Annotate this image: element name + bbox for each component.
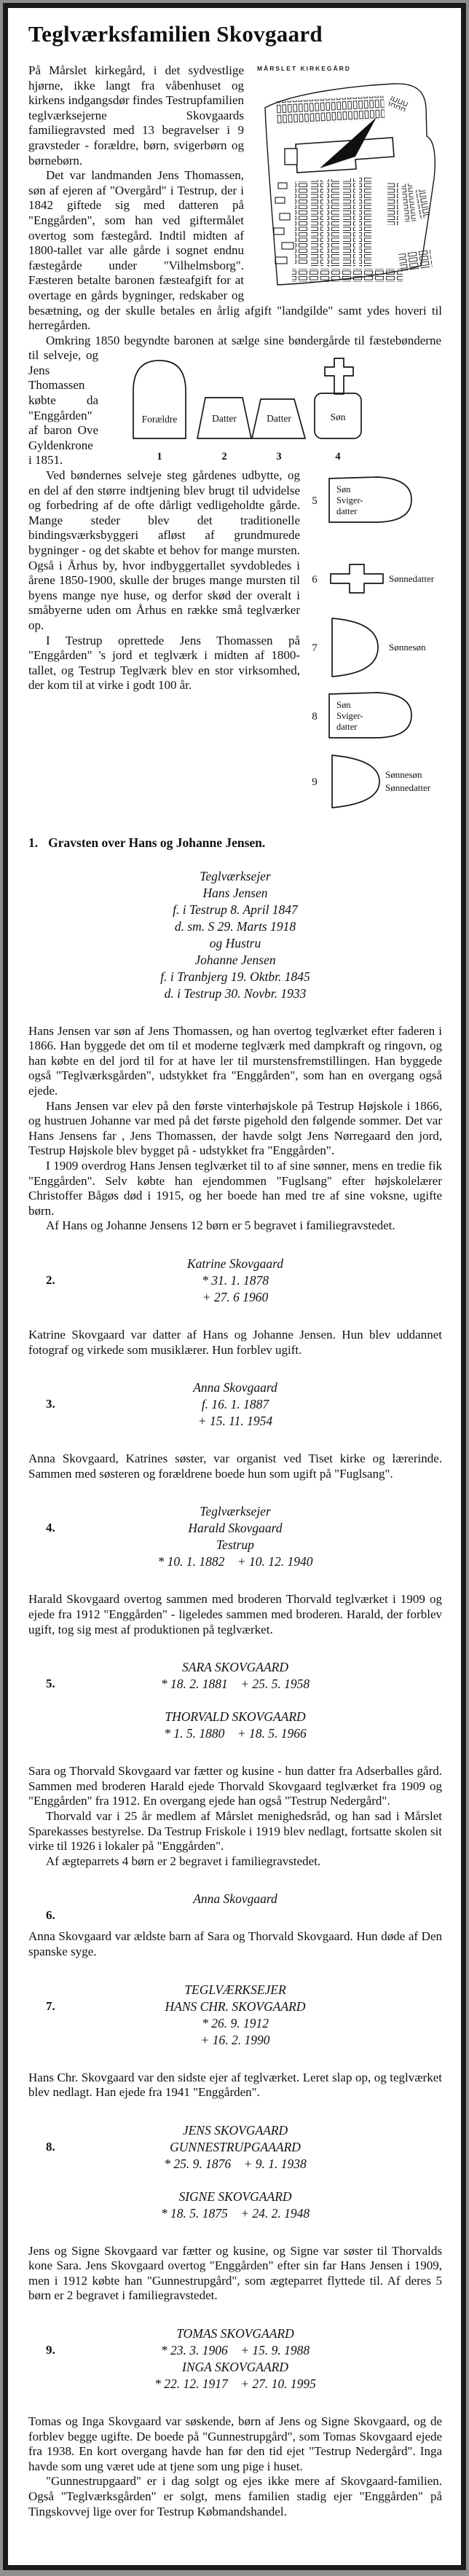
inscription-line: Johanne Jensen bbox=[194, 952, 276, 967]
grave-section bbox=[28, 1379, 442, 1481]
cemetery-map-drawing bbox=[254, 74, 442, 286]
inscription-line: * 1. 5. 1880 + 18. 5. 1966 bbox=[164, 1726, 307, 1741]
intro-section bbox=[28, 63, 442, 334]
inscription-line: + 15. 11. 1954 bbox=[197, 1414, 273, 1429]
grave-section bbox=[28, 835, 442, 1234]
paragraph: På Mårslet kirkegård, i det sydvestlige hjørne, ikke langt fra våbenhuset og kirkens indgangsdør findes Testrupfamilien teglværksejerne Skovgaards familiegravsted med 13 begravelser i 9 gravsteder - forældre, børn, svigerbørn og børnebørn. bbox=[28, 63, 244, 168]
cemetery-map bbox=[254, 65, 442, 286]
stone-parents bbox=[133, 361, 186, 438]
grave-section bbox=[28, 1891, 442, 1959]
inscription-line: * 23. 3. 1906 + 15. 9. 1988 bbox=[160, 2343, 310, 2358]
scattered-graves bbox=[274, 183, 293, 264]
gravestone-inscription bbox=[28, 2325, 442, 2392]
plot-side-label: Sønnedatter bbox=[385, 781, 431, 793]
plot-grandson-granddaughter bbox=[332, 755, 379, 808]
grave-section bbox=[28, 1503, 442, 1637]
paragraph: "Gunnestrupgaard" er i dag solgt og ejes ikke mere af Skovgaard-familien. Også "Teglværksgården" er solgt, mens familien stadig ejer "Enggården" på Tingskovvej lige over for Testrup Købmandshandel. bbox=[28, 2474, 442, 2518]
layout-spacer bbox=[441, 334, 442, 349]
paragraph: Hans Chr. Skovgaard var den sidste ejer af teglværket. Leret slap op, og teglværket blev nedlagt. Han ejede fra 1941 "Enggården". bbox=[28, 2070, 442, 2100]
inscription-line: Anna Skovgaard bbox=[193, 1380, 277, 1395]
inscription-line: Katrine Skovgaard bbox=[186, 1256, 284, 1271]
plot-inside-label: datter bbox=[336, 505, 358, 516]
page-title: Teglværksfamilien Skovgaard bbox=[28, 21, 323, 47]
section-number: 5. bbox=[46, 1677, 55, 1691]
inscription-line: TEGLVÆRKSEJER bbox=[184, 1982, 286, 1997]
stone-number: 1 bbox=[157, 450, 162, 462]
plot-inside-label: Sviger- bbox=[336, 495, 363, 505]
stone-son-cross bbox=[325, 358, 353, 394]
inscription-line: Hans Jensen bbox=[202, 885, 268, 900]
inscription-line: og Hustru bbox=[209, 935, 261, 950]
paragraph: Katrine Skovgaard var datter af Hans og Johanne Jensen. Hun blev uddannet fotograf og virkede som musiklærer. Hun forblev ugift. bbox=[28, 1328, 442, 1357]
gravestone-inscription bbox=[28, 868, 442, 1002]
inscription-line: * 18. 2. 1881 + 25. 5. 1958 bbox=[160, 1677, 310, 1692]
paragraph: Det var landmanden Jens Thomassen, søn af ejeren af "Overgård" i Testrup, der i 1842 giftede sig med datteren på "Enggården", som han ved giftermålet overtog som fæstegård. Indtil midten af 1800-tallet var alle gårde i sognet endnu fæstegårde under "Vilhelmsborg". Fæsteren betalte baronen fæsteafgift for at overtage en gårds bygninger, redskaber og besætning, og der skulle betales en årlig afgift "landgilde" samt ydes hoveri til herregården. bbox=[28, 168, 442, 333]
inscription-line: d. i Testrup 30. Novbr. 1933 bbox=[164, 985, 307, 1001]
gravestone-diagram-side bbox=[307, 467, 442, 809]
paragraph: Thorvald var i 25 år medlem af Mårslet menighedsråd, og han sad i Mårslet Sparekasses bestyrelse. Da Testrup Friskole i 1919 blev nedlagt, fortsatte skolen sit virke til 1926 i lokaler på "Enggården". bbox=[28, 1808, 442, 1854]
gravestone-inscription bbox=[28, 1891, 442, 1907]
map-caption: MÅRSLET KIRKEGÅRD bbox=[257, 65, 351, 72]
inscription-line: TOMAS SKOVGAARD bbox=[176, 2326, 294, 2341]
inscription-line: * 22. 12. 1917 + 27. 10. 1995 bbox=[154, 2376, 316, 2392]
gravestone-inscription bbox=[28, 1503, 442, 1570]
inscription-line: * 10. 1. 1882 + 10. 12. 1940 bbox=[157, 1554, 313, 1569]
section-number: 1. bbox=[28, 835, 39, 850]
paragraph: Anna Skovgaard, Katrines søster, var organist ved Tiset kirke og lærerinde. Sammen med søsteren og forældrene boede hun som ugift på "Fuglsang". bbox=[28, 1452, 442, 1481]
stone-number: 2 bbox=[221, 450, 227, 462]
grave-rows bbox=[276, 95, 385, 125]
inscription-line: f. i Testrup 8. April 1847 bbox=[173, 902, 298, 917]
inscription-line: Testrup bbox=[216, 1537, 254, 1553]
grave-diagram-section bbox=[28, 334, 442, 814]
inscription-line: Teglværksejer bbox=[200, 868, 271, 883]
grave-section bbox=[28, 1982, 442, 2100]
paragraph: Hans Jensen var elev på den første vinterhøjskole på Testrup Højskole i 1866, og hustruen Johanne var med på det første pigehold den følgende sommer. Det var Hans Jensens far , Jens Thomassen, der havde solgt Jens Nørregaard den jord, Testrup Højskole blev bygget på - udstykket fra "Enggården". bbox=[28, 1098, 442, 1158]
section-number: 6. bbox=[46, 1908, 55, 1923]
church-porch bbox=[285, 149, 297, 165]
document-page bbox=[3, 3, 466, 2570]
plot-inside-label: Søn bbox=[336, 699, 351, 710]
grave-columns bbox=[292, 178, 433, 282]
plot-number: 9 bbox=[312, 776, 318, 788]
gravestone-inscription bbox=[28, 2122, 442, 2222]
section-number: 2. bbox=[46, 1273, 55, 1287]
stone-number: 4 bbox=[335, 450, 341, 462]
paragraph: Omkring 1850 begyndte baronen at sælge sine bøndergårde til fæstebønderne til selveje, og Jens Thomassen købte da "Enggården" af baron Ove Gyldenkrone i 1851. bbox=[28, 333, 441, 468]
inscription-line: INGA SKOVGAARD bbox=[182, 2360, 288, 2375]
grave-sections bbox=[28, 835, 442, 2520]
inscription-line: * 25. 9. 1876 + 9. 1. 1938 bbox=[164, 2156, 307, 2171]
section-title: Gravsten over Hans og Johanne Jensen. bbox=[48, 835, 266, 850]
inscription-line: Teglværksejer bbox=[200, 1504, 271, 1519]
paragraph: Ved bøndernes selveje steg gårdenes udbytte, og en del af den større indtjening blev brugt til udvidelse og forbedring af de ofte dårligt vedligeholdte gårde. Mange steder blev det traditionelle bindingsværksbyggeri afløst af grundmurede bygninger - og det skabte et behov for mange mursten. Også i Århus by, hvor indbyggertallet syvdobledes i årene 1850-1900, skulle der bruges mange mursten til byens mange nye huse, og derfor skød der overalt i småbyerne uden om Århus en række små teglværker op. bbox=[28, 468, 300, 632]
inscription-line: Harald Skovgaard bbox=[188, 1521, 283, 1536]
plot-inside-label: Søn bbox=[336, 484, 351, 495]
inscription-line: SIGNE SKOVGAARD bbox=[178, 2189, 292, 2204]
gravestone-inscription bbox=[28, 1982, 442, 2049]
section-heading bbox=[28, 835, 442, 851]
inscription-line: JENS SKOVGAARD bbox=[182, 2122, 288, 2138]
plot-number: 6 bbox=[312, 573, 318, 586]
grave-section bbox=[28, 1256, 442, 1358]
plot-side-label: Sønnesøn bbox=[385, 768, 422, 780]
paragraph: Tomas og Inga Skovgaard var søskende, børn af Jens og Signe Skovgaard, og de forblev begge ugifte. De boede på "Gunnestrupgård", som Tomas Skovgaard ejede fra 1938. En kort overgang havde han før den tid ejet "Testrup Nedergård". Inga havde som ung været ude at tjene som ung pige i huset. bbox=[28, 2414, 442, 2473]
gravestones-drawing bbox=[104, 349, 442, 464]
paragraph: I 1909 overdrog Hans Jensen teglværket til to af sine sønner, mens en tredie fik "Enggården". Selv købte han ejendommen "Fuglsang" efter højskolelærer Christoffer Bågøs død i 1915, og her boede han med tre af sine voksne, ugifte børn. bbox=[28, 1159, 442, 1218]
section-number: 4. bbox=[46, 1521, 55, 1535]
paragraph: Jens og Signe Skovgaard var fætter og kusine, og Signe var søster til Thorvalds kone Sara. Jens Skovgaard overtog "Enggården" efter sin far Hans Jensen i 1909, men i 1912 købte han "Gunnestrupgård", som ægteparret flyttede til. Af deres 5 børn er 2 begravet i familiegravstedet. bbox=[28, 2243, 442, 2303]
plot-inside-label: datter bbox=[336, 721, 358, 732]
paragraph: Sara og Thorvald Skovgaard var fætter og kusine - hun datter fra Adserballes gård. Sammen med broderen Harald ejede Thorvald Skovgaard teglværket fra 1909 og "Enggården" fra 1912. En overgang ejede han også "Testrup Nedergård". bbox=[28, 1764, 442, 1808]
plot-number: 8 bbox=[312, 710, 318, 722]
plot-side-label: Sønnedatter bbox=[389, 572, 435, 584]
stone-label: Datter bbox=[267, 412, 291, 424]
section-number: 8. bbox=[46, 2139, 55, 2154]
section-number: 3. bbox=[46, 1397, 55, 1411]
plot-cross-granddaughter bbox=[331, 564, 383, 593]
inscription-line: * 18. 5. 1875 + 24. 2. 1948 bbox=[160, 2205, 310, 2221]
paragraph: Hans Jensen var søn af Jens Thomassen, og han overtog teglværket efter faderen i 1866. Han byggede det om til et moderne teglværk med dampkraft og ringovn, og han købte en del jord til for at have ler til murstensfremstillingen. Han byggede også "Teglværksgården", udstykket fra "Enggården", som han en overgang også ejede. bbox=[28, 1023, 442, 1098]
gravestone-diagram-top bbox=[104, 349, 442, 464]
gravestone-inscription bbox=[28, 1659, 442, 1742]
grave-section bbox=[28, 2122, 442, 2304]
inscription-line: + 27. 6 1960 bbox=[202, 1290, 269, 1304]
paragraph: Af Hans og Johanne Jensens 12 børn er 5 begravet i familiegravstedet. bbox=[46, 1218, 395, 1233]
inscription-line: * 26. 9. 1912 bbox=[202, 2015, 269, 2031]
inscription-line: SARA SKOVGAARD bbox=[182, 1660, 288, 1675]
section-number: 7. bbox=[46, 1998, 55, 2013]
inscription-line: * 31. 1. 1878 bbox=[202, 1273, 269, 1288]
section-number: 9. bbox=[46, 2343, 55, 2358]
gravestone-inscription bbox=[28, 1379, 442, 1430]
inscription-line: d. sm. S 29. Marts 1918 bbox=[174, 918, 296, 934]
stone-label: Forældre bbox=[141, 413, 178, 425]
grave-section bbox=[28, 1659, 442, 1869]
paragraph: I Testrup oprettede Jens Thomassen på "Enggården" 's jord et teglværk i midten af 1800-tallet, og Testrup Teglværk blev en stor virksomhed, der kom til at virke i godt 100 år. bbox=[28, 633, 300, 693]
plot-side-label: Sønnesøn bbox=[389, 641, 426, 653]
stone-label: Søn bbox=[330, 411, 346, 422]
plot-inside-label: Sviger- bbox=[336, 710, 363, 721]
inscription-line: HANS CHR. SKOVGAARD bbox=[165, 1998, 306, 2014]
paragraph: Af ægteparrets 4 børn er 2 begravet i familiegravstedet. bbox=[46, 1854, 321, 1868]
inscription-gap bbox=[28, 1693, 442, 1709]
plot-number: 5 bbox=[312, 495, 318, 507]
inscription-line: GUNNESTRUPGAAARD bbox=[170, 2139, 301, 2154]
plot-number: 7 bbox=[312, 642, 318, 654]
paragraph: Harald Skovgaard overtog sammen med broderen Thorvald teglværket i 1909 og ejede fra 1912 "Enggården" - ligeledes sammen med broderen. Harald, der forblev ugift, tog sig mest af produktionen på teglværket. bbox=[28, 1592, 442, 1636]
marked-grave-row bbox=[387, 95, 409, 112]
paragraph: Anna Skovgaard var ældste barn af Sara og Thorvald Skovgaard. Hun døde af Den spanske syge. bbox=[28, 1929, 442, 1958]
inscription-line: f. 16. 1. 1887 bbox=[201, 1397, 269, 1412]
gravestone-inscription bbox=[28, 1256, 442, 1306]
plot-grandson bbox=[332, 618, 378, 677]
inscription-line: f. i Tranbjerg 19. Oktbr. 1845 bbox=[160, 969, 310, 984]
inscription-line: Anna Skovgaard bbox=[193, 1891, 277, 1907]
inscription-line: THORVALD SKOVGAARD bbox=[165, 1709, 306, 1725]
inscription-line: + 16. 2. 1990 bbox=[200, 2032, 270, 2047]
graveplots-drawing bbox=[307, 467, 442, 809]
inscription-gap bbox=[28, 2173, 442, 2189]
stone-number: 3 bbox=[276, 450, 282, 462]
stone-label: Datter bbox=[212, 412, 237, 424]
grave-section bbox=[28, 2325, 442, 2519]
